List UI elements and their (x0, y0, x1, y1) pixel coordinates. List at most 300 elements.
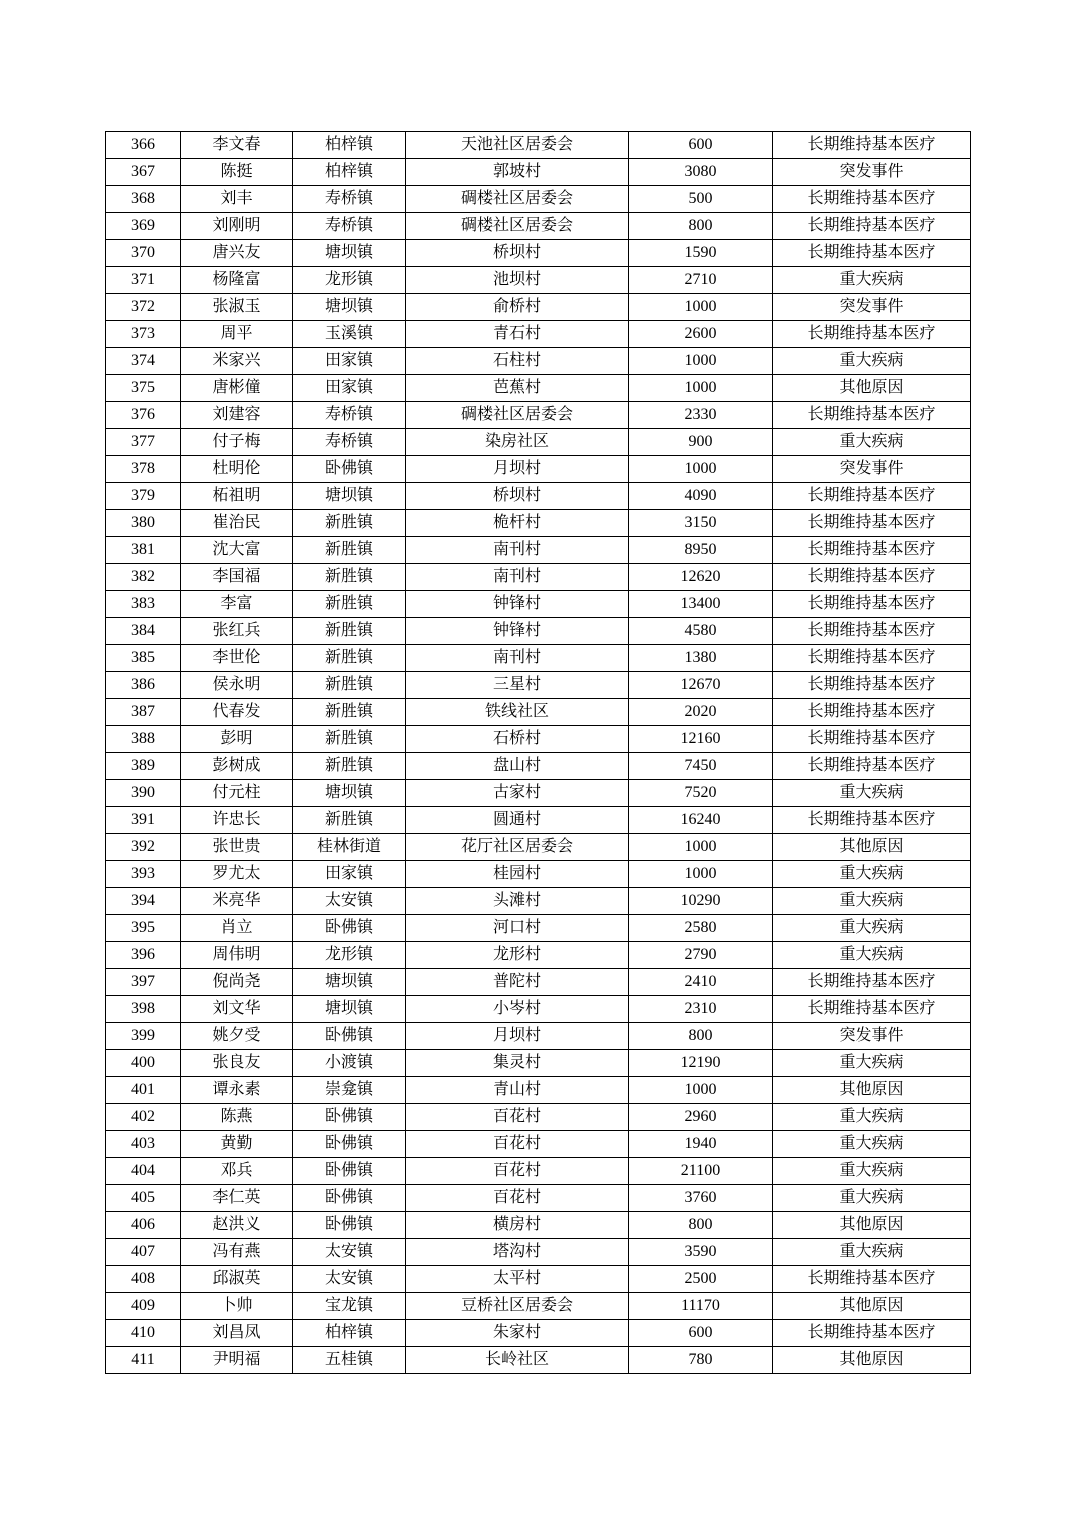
cell-reason: 重大疾病 (773, 861, 971, 888)
cell-no: 392 (106, 834, 181, 861)
cell-town: 五桂镇 (293, 1347, 406, 1374)
cell-amount: 13400 (629, 591, 773, 618)
cell-no: 409 (106, 1293, 181, 1320)
cell-reason: 突发事件 (773, 456, 971, 483)
cell-amount: 1940 (629, 1131, 773, 1158)
cell-name: 崔治民 (181, 510, 293, 537)
table-row (106, 429, 971, 456)
cell-reason: 重大疾病 (773, 267, 971, 294)
cell-name: 陈挺 (181, 159, 293, 186)
cell-amount: 500 (629, 186, 773, 213)
cell-no: 374 (106, 348, 181, 375)
cell-name: 冯有燕 (181, 1239, 293, 1266)
cell-reason: 长期维持基本医疗 (773, 132, 971, 159)
cell-amount: 2020 (629, 699, 773, 726)
cell-town: 新胜镇 (293, 645, 406, 672)
cell-village: 朱家村 (406, 1320, 629, 1347)
cell-name: 邓兵 (181, 1158, 293, 1185)
cell-amount: 1000 (629, 1077, 773, 1104)
cell-amount: 1000 (629, 861, 773, 888)
cell-village: 桥坝村 (406, 483, 629, 510)
cell-name: 陈燕 (181, 1104, 293, 1131)
cell-amount: 7450 (629, 753, 773, 780)
table-row (106, 402, 971, 429)
cell-reason: 长期维持基本医疗 (773, 726, 971, 753)
cell-reason: 长期维持基本医疗 (773, 510, 971, 537)
cell-no: 383 (106, 591, 181, 618)
cell-name: 米亮华 (181, 888, 293, 915)
cell-name: 刘丰 (181, 186, 293, 213)
table-row (106, 942, 971, 969)
cell-town: 寿桥镇 (293, 402, 406, 429)
cell-reason: 其他原因 (773, 834, 971, 861)
cell-village: 小岑村 (406, 996, 629, 1023)
cell-village: 碉楼社区居委会 (406, 186, 629, 213)
cell-amount: 900 (629, 429, 773, 456)
cell-town: 新胜镇 (293, 591, 406, 618)
cell-amount: 800 (629, 213, 773, 240)
cell-reason: 重大疾病 (773, 348, 971, 375)
cell-amount: 1000 (629, 348, 773, 375)
cell-village: 百花村 (406, 1185, 629, 1212)
table-row (106, 267, 971, 294)
cell-village: 钟锋村 (406, 618, 629, 645)
cell-town: 塘坝镇 (293, 483, 406, 510)
cell-amount: 2330 (629, 402, 773, 429)
cell-no: 373 (106, 321, 181, 348)
cell-no: 377 (106, 429, 181, 456)
cell-town: 塘坝镇 (293, 294, 406, 321)
cell-amount: 2710 (629, 267, 773, 294)
cell-no: 401 (106, 1077, 181, 1104)
cell-amount: 8950 (629, 537, 773, 564)
cell-reason: 长期维持基本医疗 (773, 321, 971, 348)
cell-town: 寿桥镇 (293, 429, 406, 456)
cell-town: 田家镇 (293, 861, 406, 888)
cell-reason: 重大疾病 (773, 780, 971, 807)
table-row (106, 1320, 971, 1347)
cell-reason: 其他原因 (773, 1212, 971, 1239)
cell-amount: 2790 (629, 942, 773, 969)
cell-reason: 重大疾病 (773, 429, 971, 456)
cell-name: 倪尚尧 (181, 969, 293, 996)
cell-name: 沈大富 (181, 537, 293, 564)
cell-reason: 重大疾病 (773, 1104, 971, 1131)
cell-name: 唐彬僮 (181, 375, 293, 402)
cell-village: 头滩村 (406, 888, 629, 915)
cell-reason: 其他原因 (773, 1347, 971, 1374)
cell-town: 寿桥镇 (293, 213, 406, 240)
cell-village: 圆通村 (406, 807, 629, 834)
cell-no: 406 (106, 1212, 181, 1239)
cell-reason: 长期维持基本医疗 (773, 672, 971, 699)
cell-name: 米家兴 (181, 348, 293, 375)
cell-no: 399 (106, 1023, 181, 1050)
cell-name: 姚夕受 (181, 1023, 293, 1050)
cell-no: 410 (106, 1320, 181, 1347)
cell-amount: 3080 (629, 159, 773, 186)
cell-reason: 长期维持基本医疗 (773, 1266, 971, 1293)
cell-town: 新胜镇 (293, 807, 406, 834)
table-row (106, 1050, 971, 1077)
cell-town: 新胜镇 (293, 726, 406, 753)
cell-name: 卜帅 (181, 1293, 293, 1320)
cell-village: 青山村 (406, 1077, 629, 1104)
cell-reason: 重大疾病 (773, 1185, 971, 1212)
cell-no: 375 (106, 375, 181, 402)
cell-no: 398 (106, 996, 181, 1023)
table-row (106, 807, 971, 834)
cell-town: 桂林街道 (293, 834, 406, 861)
cell-reason: 长期维持基本医疗 (773, 240, 971, 267)
table-row (106, 861, 971, 888)
cell-no: 404 (106, 1158, 181, 1185)
cell-name: 周伟明 (181, 942, 293, 969)
cell-no: 385 (106, 645, 181, 672)
cell-amount: 780 (629, 1347, 773, 1374)
cell-village: 盘山村 (406, 753, 629, 780)
cell-town: 柏梓镇 (293, 1320, 406, 1347)
cell-reason: 长期维持基本医疗 (773, 537, 971, 564)
cell-village: 太平村 (406, 1266, 629, 1293)
cell-amount: 800 (629, 1212, 773, 1239)
cell-amount: 7520 (629, 780, 773, 807)
cell-no: 381 (106, 537, 181, 564)
cell-amount: 11170 (629, 1293, 773, 1320)
cell-name: 李国福 (181, 564, 293, 591)
cell-name: 罗尤太 (181, 861, 293, 888)
table-row (106, 537, 971, 564)
table-row (106, 132, 971, 159)
table-row (106, 321, 971, 348)
table-row (106, 213, 971, 240)
cell-name: 李仁英 (181, 1185, 293, 1212)
cell-amount: 16240 (629, 807, 773, 834)
cell-name: 付子梅 (181, 429, 293, 456)
table-row (106, 915, 971, 942)
cell-no: 395 (106, 915, 181, 942)
cell-amount: 600 (629, 1320, 773, 1347)
cell-reason: 突发事件 (773, 159, 971, 186)
cell-amount: 1000 (629, 375, 773, 402)
cell-no: 403 (106, 1131, 181, 1158)
cell-village: 百花村 (406, 1104, 629, 1131)
cell-village: 池坝村 (406, 267, 629, 294)
cell-no: 396 (106, 942, 181, 969)
cell-town: 寿桥镇 (293, 186, 406, 213)
table-row (106, 969, 971, 996)
cell-village: 塔沟村 (406, 1239, 629, 1266)
cell-village: 桂园村 (406, 861, 629, 888)
cell-town: 太安镇 (293, 1266, 406, 1293)
cell-reason: 其他原因 (773, 375, 971, 402)
cell-amount: 2410 (629, 969, 773, 996)
cell-reason: 长期维持基本医疗 (773, 969, 971, 996)
cell-town: 新胜镇 (293, 699, 406, 726)
table-row (106, 1266, 971, 1293)
cell-amount: 3760 (629, 1185, 773, 1212)
table-row (106, 159, 971, 186)
cell-town: 玉溪镇 (293, 321, 406, 348)
cell-amount: 1380 (629, 645, 773, 672)
cell-no: 397 (106, 969, 181, 996)
cell-village: 南刊村 (406, 645, 629, 672)
cell-no: 389 (106, 753, 181, 780)
cell-name: 唐兴友 (181, 240, 293, 267)
table-row (106, 591, 971, 618)
cell-no: 378 (106, 456, 181, 483)
cell-no: 371 (106, 267, 181, 294)
cell-name: 李富 (181, 591, 293, 618)
table-row (106, 1104, 971, 1131)
cell-village: 横房村 (406, 1212, 629, 1239)
cell-village: 染房社区 (406, 429, 629, 456)
cell-town: 新胜镇 (293, 564, 406, 591)
cell-name: 柘祖明 (181, 483, 293, 510)
cell-no: 388 (106, 726, 181, 753)
cell-town: 塘坝镇 (293, 240, 406, 267)
cell-name: 付元柱 (181, 780, 293, 807)
cell-amount: 1590 (629, 240, 773, 267)
cell-no: 370 (106, 240, 181, 267)
cell-no: 367 (106, 159, 181, 186)
cell-town: 龙形镇 (293, 267, 406, 294)
cell-town: 塘坝镇 (293, 969, 406, 996)
table-body (106, 132, 971, 1374)
cell-amount: 800 (629, 1023, 773, 1050)
cell-reason: 长期维持基本医疗 (773, 564, 971, 591)
cell-town: 崇龛镇 (293, 1077, 406, 1104)
cell-name: 彭明 (181, 726, 293, 753)
table-row (106, 294, 971, 321)
table-row (106, 1023, 971, 1050)
cell-town: 太安镇 (293, 1239, 406, 1266)
cell-amount: 1000 (629, 834, 773, 861)
cell-reason: 重大疾病 (773, 1131, 971, 1158)
table-row (106, 483, 971, 510)
cell-village: 集灵村 (406, 1050, 629, 1077)
cell-amount: 4090 (629, 483, 773, 510)
cell-village: 百花村 (406, 1158, 629, 1185)
cell-reason: 长期维持基本医疗 (773, 645, 971, 672)
cell-reason: 长期维持基本医疗 (773, 483, 971, 510)
cell-amount: 21100 (629, 1158, 773, 1185)
cell-no: 368 (106, 186, 181, 213)
cell-village: 青石村 (406, 321, 629, 348)
cell-name: 侯永明 (181, 672, 293, 699)
table-row (106, 564, 971, 591)
cell-town: 塘坝镇 (293, 780, 406, 807)
cell-amount: 3590 (629, 1239, 773, 1266)
cell-name: 许忠长 (181, 807, 293, 834)
cell-reason: 重大疾病 (773, 1050, 971, 1077)
cell-no: 379 (106, 483, 181, 510)
cell-village: 豆桥社区居委会 (406, 1293, 629, 1320)
cell-village: 南刊村 (406, 537, 629, 564)
cell-amount: 2310 (629, 996, 773, 1023)
cell-town: 新胜镇 (293, 618, 406, 645)
cell-village: 天池社区居委会 (406, 132, 629, 159)
table-row (106, 726, 971, 753)
table-row (106, 1077, 971, 1104)
cell-village: 龙形村 (406, 942, 629, 969)
table-row (106, 1347, 971, 1374)
cell-town: 新胜镇 (293, 672, 406, 699)
cell-amount: 10290 (629, 888, 773, 915)
table-row (106, 1131, 971, 1158)
cell-no: 391 (106, 807, 181, 834)
cell-name: 刘昌凤 (181, 1320, 293, 1347)
cell-name: 张红兵 (181, 618, 293, 645)
cell-town: 龙形镇 (293, 942, 406, 969)
table-row (106, 1239, 971, 1266)
cell-amount: 1000 (629, 456, 773, 483)
table-row (106, 186, 971, 213)
cell-name: 黄勤 (181, 1131, 293, 1158)
table-row (106, 699, 971, 726)
cell-village: 古家村 (406, 780, 629, 807)
cell-village: 铁线社区 (406, 699, 629, 726)
cell-town: 卧佛镇 (293, 1131, 406, 1158)
cell-town: 宝龙镇 (293, 1293, 406, 1320)
cell-name: 刘刚明 (181, 213, 293, 240)
table-row (106, 1293, 971, 1320)
cell-amount: 12620 (629, 564, 773, 591)
table-row (106, 996, 971, 1023)
cell-no: 393 (106, 861, 181, 888)
cell-name: 李世伦 (181, 645, 293, 672)
cell-town: 卧佛镇 (293, 456, 406, 483)
table-row (106, 1212, 971, 1239)
cell-name: 邱淑英 (181, 1266, 293, 1293)
cell-name: 张世贵 (181, 834, 293, 861)
cell-name: 肖立 (181, 915, 293, 942)
cell-amount: 12160 (629, 726, 773, 753)
cell-amount: 1000 (629, 294, 773, 321)
cell-village: 钟锋村 (406, 591, 629, 618)
cell-no: 366 (106, 132, 181, 159)
cell-village: 长岭社区 (406, 1347, 629, 1374)
cell-reason: 重大疾病 (773, 1158, 971, 1185)
cell-town: 卧佛镇 (293, 1023, 406, 1050)
cell-village: 郭坡村 (406, 159, 629, 186)
cell-village: 桥坝村 (406, 240, 629, 267)
cell-no: 369 (106, 213, 181, 240)
cell-reason: 重大疾病 (773, 942, 971, 969)
table-row (106, 456, 971, 483)
cell-name: 刘建容 (181, 402, 293, 429)
cell-amount: 12190 (629, 1050, 773, 1077)
cell-village: 月坝村 (406, 456, 629, 483)
cell-reason: 重大疾病 (773, 915, 971, 942)
cell-town: 卧佛镇 (293, 1158, 406, 1185)
cell-village: 碉楼社区居委会 (406, 213, 629, 240)
cell-town: 塘坝镇 (293, 996, 406, 1023)
cell-town: 小渡镇 (293, 1050, 406, 1077)
cell-reason: 长期维持基本医疗 (773, 618, 971, 645)
cell-village: 桅杆村 (406, 510, 629, 537)
cell-no: 386 (106, 672, 181, 699)
cell-name: 李文春 (181, 132, 293, 159)
cell-reason: 其他原因 (773, 1077, 971, 1104)
cell-village: 月坝村 (406, 1023, 629, 1050)
table-row (106, 672, 971, 699)
cell-no: 405 (106, 1185, 181, 1212)
cell-village: 花厅社区居委会 (406, 834, 629, 861)
cell-amount: 600 (629, 132, 773, 159)
cell-reason: 长期维持基本医疗 (773, 402, 971, 429)
table-row (106, 753, 971, 780)
cell-name: 赵洪义 (181, 1212, 293, 1239)
cell-town: 新胜镇 (293, 510, 406, 537)
cell-no: 372 (106, 294, 181, 321)
cell-name: 代春发 (181, 699, 293, 726)
cell-name: 谭永素 (181, 1077, 293, 1104)
cell-no: 407 (106, 1239, 181, 1266)
cell-reason: 长期维持基本医疗 (773, 699, 971, 726)
cell-no: 390 (106, 780, 181, 807)
cell-village: 三星村 (406, 672, 629, 699)
cell-no: 402 (106, 1104, 181, 1131)
cell-amount: 2580 (629, 915, 773, 942)
cell-no: 376 (106, 402, 181, 429)
table-row (106, 240, 971, 267)
cell-reason: 其他原因 (773, 1293, 971, 1320)
cell-town: 卧佛镇 (293, 915, 406, 942)
cell-reason: 长期维持基本医疗 (773, 996, 971, 1023)
cell-no: 380 (106, 510, 181, 537)
cell-name: 杜明伦 (181, 456, 293, 483)
cell-no: 408 (106, 1266, 181, 1293)
cell-reason: 长期维持基本医疗 (773, 213, 971, 240)
cell-town: 田家镇 (293, 348, 406, 375)
cell-amount: 2960 (629, 1104, 773, 1131)
table-row (106, 780, 971, 807)
cell-town: 田家镇 (293, 375, 406, 402)
cell-no: 411 (106, 1347, 181, 1374)
cell-village: 石柱村 (406, 348, 629, 375)
table-row (106, 888, 971, 915)
table-row (106, 645, 971, 672)
cell-name: 刘文华 (181, 996, 293, 1023)
cell-reason: 长期维持基本医疗 (773, 591, 971, 618)
cell-no: 382 (106, 564, 181, 591)
cell-no: 384 (106, 618, 181, 645)
benefit-table (105, 131, 971, 1374)
cell-village: 河口村 (406, 915, 629, 942)
cell-reason: 长期维持基本医疗 (773, 186, 971, 213)
cell-village: 碉楼社区居委会 (406, 402, 629, 429)
cell-amount: 3150 (629, 510, 773, 537)
cell-reason: 重大疾病 (773, 888, 971, 915)
cell-town: 柏梓镇 (293, 159, 406, 186)
cell-amount: 2500 (629, 1266, 773, 1293)
cell-town: 卧佛镇 (293, 1185, 406, 1212)
cell-no: 394 (106, 888, 181, 915)
table-row (106, 1158, 971, 1185)
cell-amount: 4580 (629, 618, 773, 645)
cell-reason: 长期维持基本医疗 (773, 1320, 971, 1347)
cell-town: 柏梓镇 (293, 132, 406, 159)
table-row (106, 1185, 971, 1212)
table-row (106, 348, 971, 375)
cell-amount: 12670 (629, 672, 773, 699)
cell-reason: 重大疾病 (773, 1239, 971, 1266)
cell-no: 400 (106, 1050, 181, 1077)
table-row (106, 834, 971, 861)
cell-name: 周平 (181, 321, 293, 348)
cell-town: 新胜镇 (293, 537, 406, 564)
